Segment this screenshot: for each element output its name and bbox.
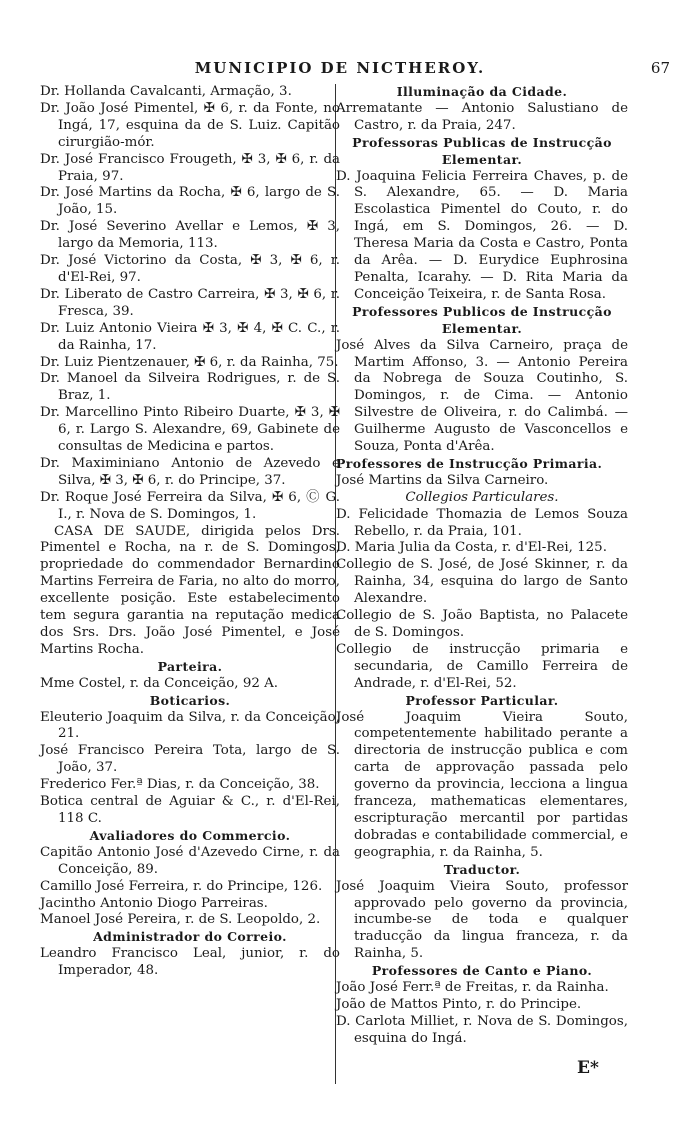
- paragraph: CASA DE SAUDE, dirigida pelos Drs. Pimentel e Rocha, na r. de S. Domingos, propriedade do commendador Bernardino Martins Ferreira de Faria, no alto do morro, excellente posição. Este estabelecimento tem segura garantia na reputação medica dos Srs. Drs. João José Pimentel, e José Martins Rocha.: [40, 523, 340, 657]
- section-heading: Traductor.: [443, 861, 521, 877]
- directory-entry: José Joaquim Vieira Souto, competentemente habilitado perante a directoria de instrucção publica e com carta de approvação passada pelo governo da provincia, lecciona a lingua franceza, mathematicas elementares, escripturação mercantil por partidas dobradas e contabilidade commercial, e geographia, r. da Rainha, 5.: [336, 709, 628, 860]
- directory-entry: Dr. Maximiniano Antonio de Azevedo e Silva, ✠ 3, ✠ 6, r. do Principe, 37.: [40, 455, 340, 488]
- directory-entry: Dr. José Francisco Frougeth, ✠ 3, ✠ 6, r. da Praia, 97.: [40, 151, 340, 184]
- section-heading: Professoras Publicas de Instrucção Elementar.: [352, 134, 612, 167]
- directory-entry: D. Carlota Milliet, r. Nova de S. Domingos, esquina do Ingá.: [336, 1013, 628, 1046]
- directory-entry: José Alves da Silva Carneiro, praça de Martim Affonso, 3. — Antonio Pereira da Nobrega de Souza Coutinho, S. Domingos, r. de Cima. — Antonio Silvestre de Oliveira, r. do Calimbá. — Guilherme Augusto de Vasconcellos e Souza, Ponta d'Arêa.: [336, 337, 628, 455]
- directory-entry: Camillo José Ferreira, r. do Principe, 126.: [40, 878, 323, 894]
- section-heading: Parteira.: [157, 658, 223, 674]
- directory-entry: D. Maria Julia da Costa, r. d'El-Rei, 125.: [336, 540, 607, 556]
- directory-entry: José Francisco Pereira Tota, largo de S. João, 37.: [40, 743, 340, 776]
- section-heading: Illuminação da Cidade.: [396, 84, 568, 99]
- directory-entry: Dr. Luiz Antonio Vieira ✠ 3, ✠ 4, ✠ C. C., r. da Rainha, 17.: [40, 320, 340, 353]
- directory-entry: Capitão Antonio José d'Azevedo Cirne, r. da Conceição, 89.: [40, 844, 340, 877]
- directory-entry: Dr. José Martins da Rocha, ✠ 6, largo de S. João, 15.: [40, 185, 340, 218]
- section-heading: Administrador do Correio.: [93, 929, 287, 945]
- running-head: MUNICIPIO DE NICTHEROY.: [194, 59, 486, 77]
- directory-entry: João José Ferr.ª de Freitas, r. da Rainha.: [336, 980, 609, 996]
- directory-entry: D. Joaquina Felicia Ferreira Chaves, p. de S. Alexandre, 65. — D. Maria Escolastica Pimentel do Couto, r. do Ingá, em S. Domingos, 26. — D. Theresa Maria da Costa e Castro, Ponta da Arêa. — D. Eurydice Euphrosina Penalta, Icarahy. — D. Rita Maria da Conceição Teixeira, r. de Santa Rosa.: [336, 168, 628, 302]
- directory-entry: Dr. Manoel da Silveira Rodrigues, r. de S. Braz, 1.: [40, 371, 340, 404]
- directory-entry: Dr. Roque José Ferreira da Silva, ✠ 6, Ⓒ G. I., r. Nova de S. Domingos, 1.: [40, 489, 340, 522]
- directory-entry: Collegio de S. João Baptista, no Palacete de S. Domingos.: [336, 608, 628, 640]
- section-heading: Professores Publicos de Instrucção Elementar.: [352, 303, 612, 336]
- directory-entry: Mme Costel, r. da Conceição, 92 A.: [40, 675, 279, 691]
- directory-entry: D. Felicidade Thomazia de Lemos Souza Rebello, r. da Praia, 101.: [336, 506, 628, 539]
- directory-entry: Botica central de Aguiar & C., r. d'El-Rei, 118 C.: [40, 794, 340, 826]
- section-heading: Avaliadores do Commercio.: [89, 827, 291, 843]
- signature-mark: E*: [577, 1058, 599, 1078]
- page-header: [40, 58, 670, 80]
- directory-entry: Collegio de instrucção primaria e secundaria, de Camillo Ferreira de Andrade, r. d'El-Rei, 52.: [336, 641, 628, 691]
- left-column: [40, 84, 340, 980]
- section-heading: Professor Particular.: [405, 692, 559, 708]
- directory-entry: Dr. Marcellino Pinto Ribeiro Duarte, ✠ 3, ✠ 6, r. Largo S. Alexandre, 69, Gabinete de consultas de Medicina e partos.: [40, 405, 340, 455]
- section-heading: Professores de Canto e Piano.: [371, 963, 593, 979]
- directory-entry: Frederico Fer.ª Dias, r. da Conceição, 38.: [40, 777, 320, 793]
- directory-entry: José Martins da Silva Carneiro.: [336, 472, 549, 488]
- right-column: [336, 84, 628, 1048]
- directory-entry: Arrematante — Antonio Salustiano de Castro, r. da Praia, 247.: [336, 100, 628, 133]
- directory-entry: Dr. José Victorino da Costa, ✠ 3, ✠ 6, r. d'El-Rei, 97.: [40, 253, 340, 285]
- directory-entry: Dr. Luiz Pientzenauer, ✠ 6, r. da Rainha, 75.: [40, 354, 339, 370]
- directory-entry: Dr. João José Pimentel, ✠ 6, r. da Fonte, no Ingá, 17, esquina da de S. Luiz. Capitão cirurgião-mór.: [40, 100, 340, 150]
- directory-entry: Dr. Liberato de Castro Carreira, ✠ 3, ✠ 6, r. Fresca, 39.: [40, 286, 340, 319]
- directory-entry: Jacintho Antonio Diogo Parreiras.: [40, 895, 268, 911]
- directory-entry: Eleuterio Joaquim da Silva, r. da Conceição, 21.: [40, 709, 340, 742]
- section-heading: Professores de Instrucção Primaria.: [336, 455, 603, 471]
- subsection-heading: Collegios Particulares.: [405, 489, 559, 505]
- directory-entry: Leandro Francisco Leal, junior, r. do Imperador, 48.: [40, 946, 340, 979]
- directory-entry: Collegio de S. José, de José Skinner, r. da Rainha, 34, esquina do largo de Santo Alexandre.: [336, 557, 628, 607]
- page-number: 67: [650, 59, 670, 77]
- directory-entry: Manoel José Pereira, r. de S. Leopoldo, 2.: [40, 912, 321, 928]
- directory-entry: José Joaquim Vieira Souto, professor approvado pelo governo da provincia, incumbe-se de toda e qualquer traducção da lingua franceza, r. da Rainha, 5.: [336, 878, 628, 962]
- section-heading: Boticarios.: [149, 692, 231, 708]
- directory-entry: João de Mattos Pinto, r. do Principe.: [336, 996, 582, 1012]
- directory-entry: Dr. Hollanda Cavalcanti, Armação, 3.: [40, 84, 292, 99]
- directory-entry: Dr. José Severino Avellar e Lemos, ✠ 3, largo da Memoria, 113.: [40, 219, 340, 252]
